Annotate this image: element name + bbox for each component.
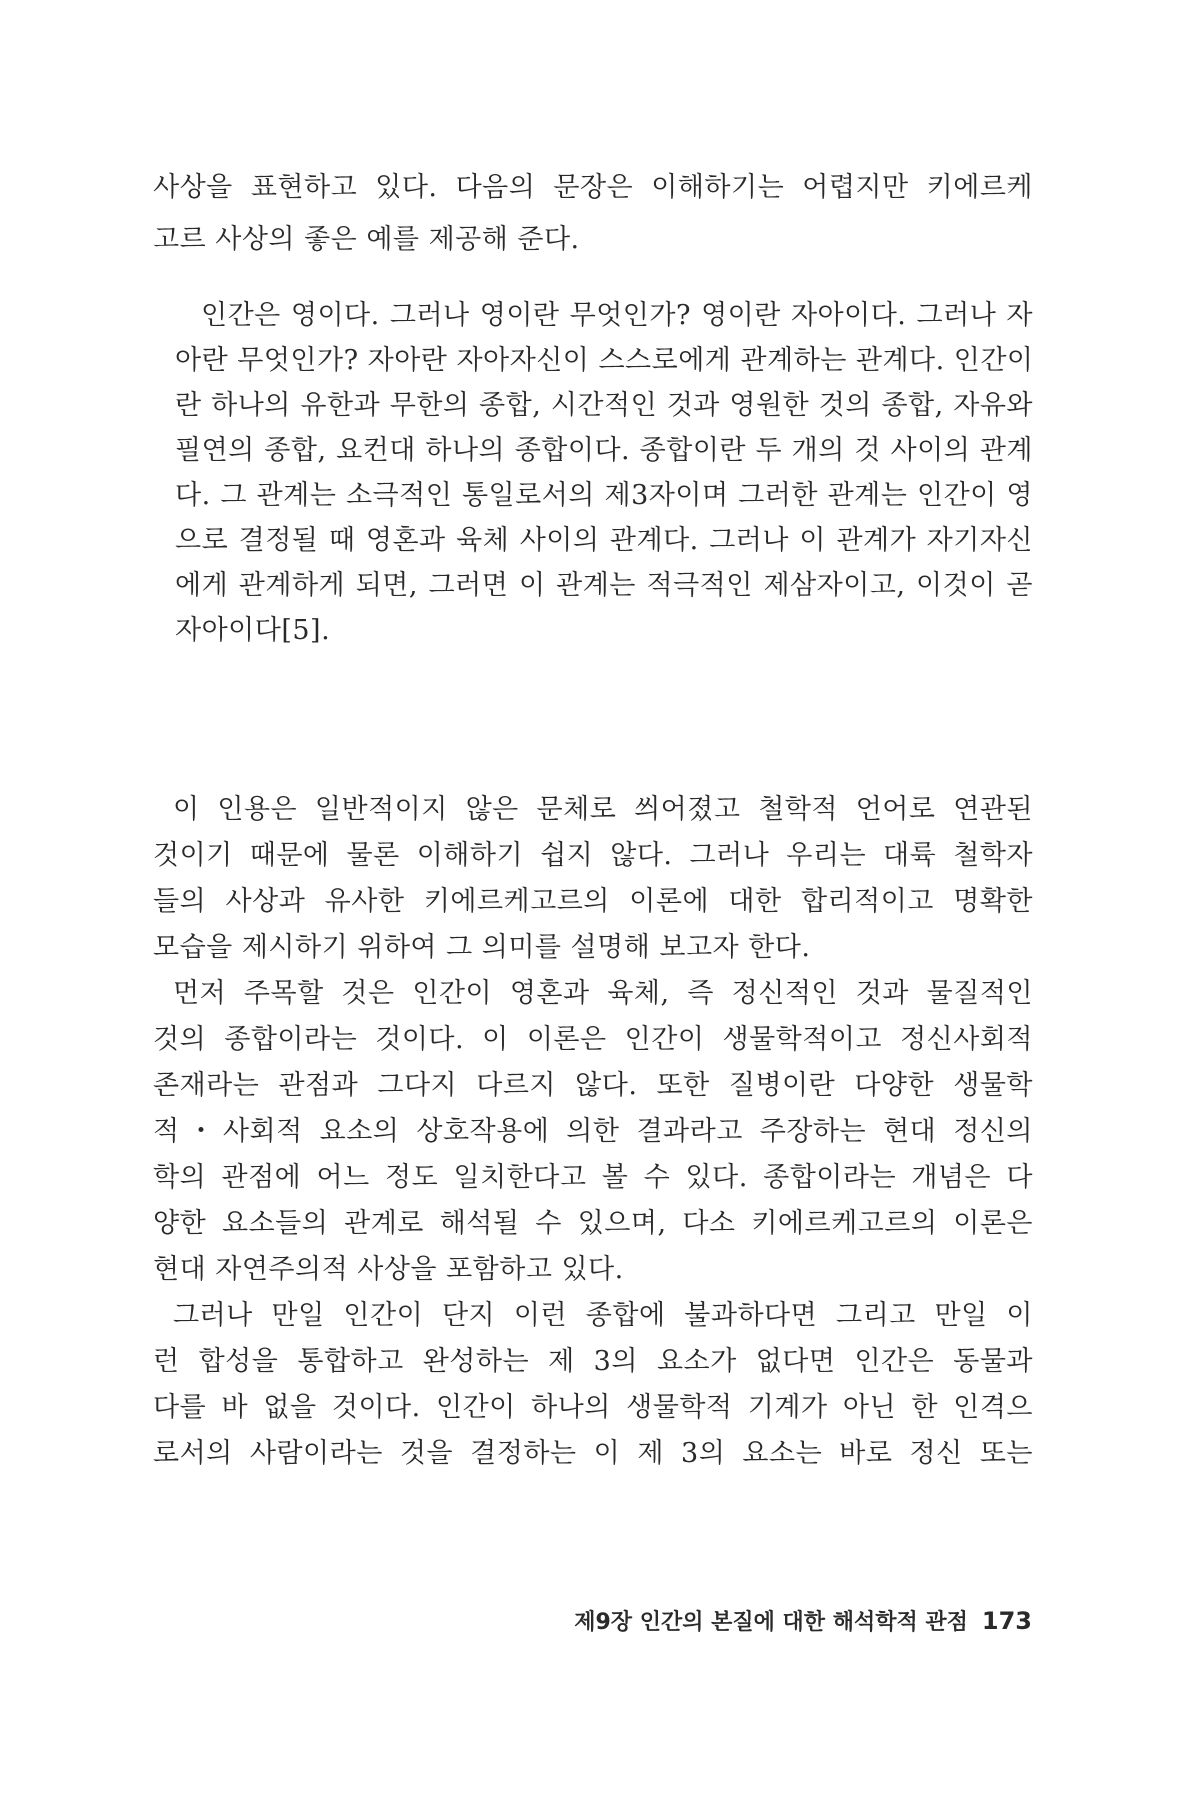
text-line: 들의 사상과 유사한 키에르케고르의 이론에 대한 합리적이고 명확한 — [153, 886, 1033, 917]
paragraph — [153, 787, 1033, 971]
quote-line: 에게 관계하게 되면, 그러면 이 관계는 적극적인 제삼자이고, 이것이 곧 — [175, 570, 1033, 601]
text-line: 고르 사상의 좋은 예를 제공해 준다. — [153, 224, 580, 255]
paragraph — [153, 971, 1033, 1293]
text-line: 학의 관점에 어느 정도 일치한다고 볼 수 있다. 종합이라는 개념은 다 — [153, 1162, 1033, 1193]
text-line: 것의 종합이라는 것이다. 이 이론은 인간이 생물학적이고 정신사회적 — [153, 1024, 1033, 1055]
quote-line: 아란 무엇인가? 자아란 자아자신이 스스로에게 관계하는 관계다. 인간이 — [175, 345, 1034, 376]
text-line: 먼저 주목할 것은 인간이 영혼과 육체, 즉 정신적인 것과 물질적인 — [173, 978, 1033, 1009]
text-line: 현대 자연주의적 사상을 포함하고 있다. — [153, 1254, 624, 1285]
text-line: 모습을 제시하기 위하여 그 의미를 설명해 보고자 한다. — [153, 932, 811, 963]
text-line: 양한 요소들의 관계로 해석될 수 있으며, 다소 키에르케고르의 이론은 — [153, 1208, 1033, 1239]
quote-line: 으로 결정될 때 영혼과 육체 사이의 관계다. 그러나 이 관계가 자기자신 — [175, 525, 1033, 556]
text-line: 다를 바 없을 것이다. 인간이 하나의 생물학적 기계가 아닌 한 인격으 — [153, 1392, 1033, 1423]
text-line: 사상을 표현하고 있다. 다음의 문장은 이해하기는 어렵지만 키에르케 — [153, 172, 1033, 203]
running-title: 제9장 인간의 본질에 대한 해석학적 관점 — [574, 1610, 968, 1635]
text-line: 이 인용은 일반적이지 않은 문체로 씌어졌고 철학적 언어로 연관된 — [173, 794, 1033, 825]
block-quote — [175, 293, 1033, 653]
quote-line: 다. 그 관계는 소극적인 통일로서의 제3자이며 그러한 관계는 인간이 영 — [175, 480, 1033, 511]
quote-line: 필연의 종합, 요컨대 하나의 종합이다. 종합이란 두 개의 것 사이의 관계 — [175, 435, 1033, 466]
running-footer — [574, 1606, 1032, 1638]
page-number: 173 — [981, 1607, 1032, 1635]
text-line: 런 합성을 통합하고 완성하는 제 3의 요소가 없다면 인간은 동물과 — [153, 1346, 1033, 1377]
paragraph — [153, 1293, 1033, 1477]
quote-line: 인간은 영이다. 그러나 영이란 무엇인가? 영이란 자아이다. 그러나 자 — [201, 300, 1033, 331]
text-line: 적・사회적 요소의 상호작용에 의한 결과라고 주장하는 현대 정신의 — [153, 1116, 1033, 1147]
intro-paragraph — [153, 162, 1033, 266]
text-line: 그러나 만일 인간이 단지 이런 종합에 불과하다면 그리고 만일 이 — [173, 1300, 1033, 1331]
text-line: 존재라는 관점과 그다지 다르지 않다. 또한 질병이란 다양한 생물학 — [153, 1070, 1033, 1101]
text-line: 로서의 사람이라는 것을 결정하는 이 제 3의 요소는 바로 정신 또는 — [153, 1438, 1033, 1469]
quote-line: 란 하나의 유한과 무한의 종합, 시간적인 것과 영원한 것의 종합, 자유와 — [175, 390, 1033, 421]
text-line: 것이기 때문에 물론 이해하기 쉽지 않다. 그러나 우리는 대륙 철학자 — [153, 840, 1033, 871]
quote-line: 자아이다[5]. — [175, 615, 331, 646]
